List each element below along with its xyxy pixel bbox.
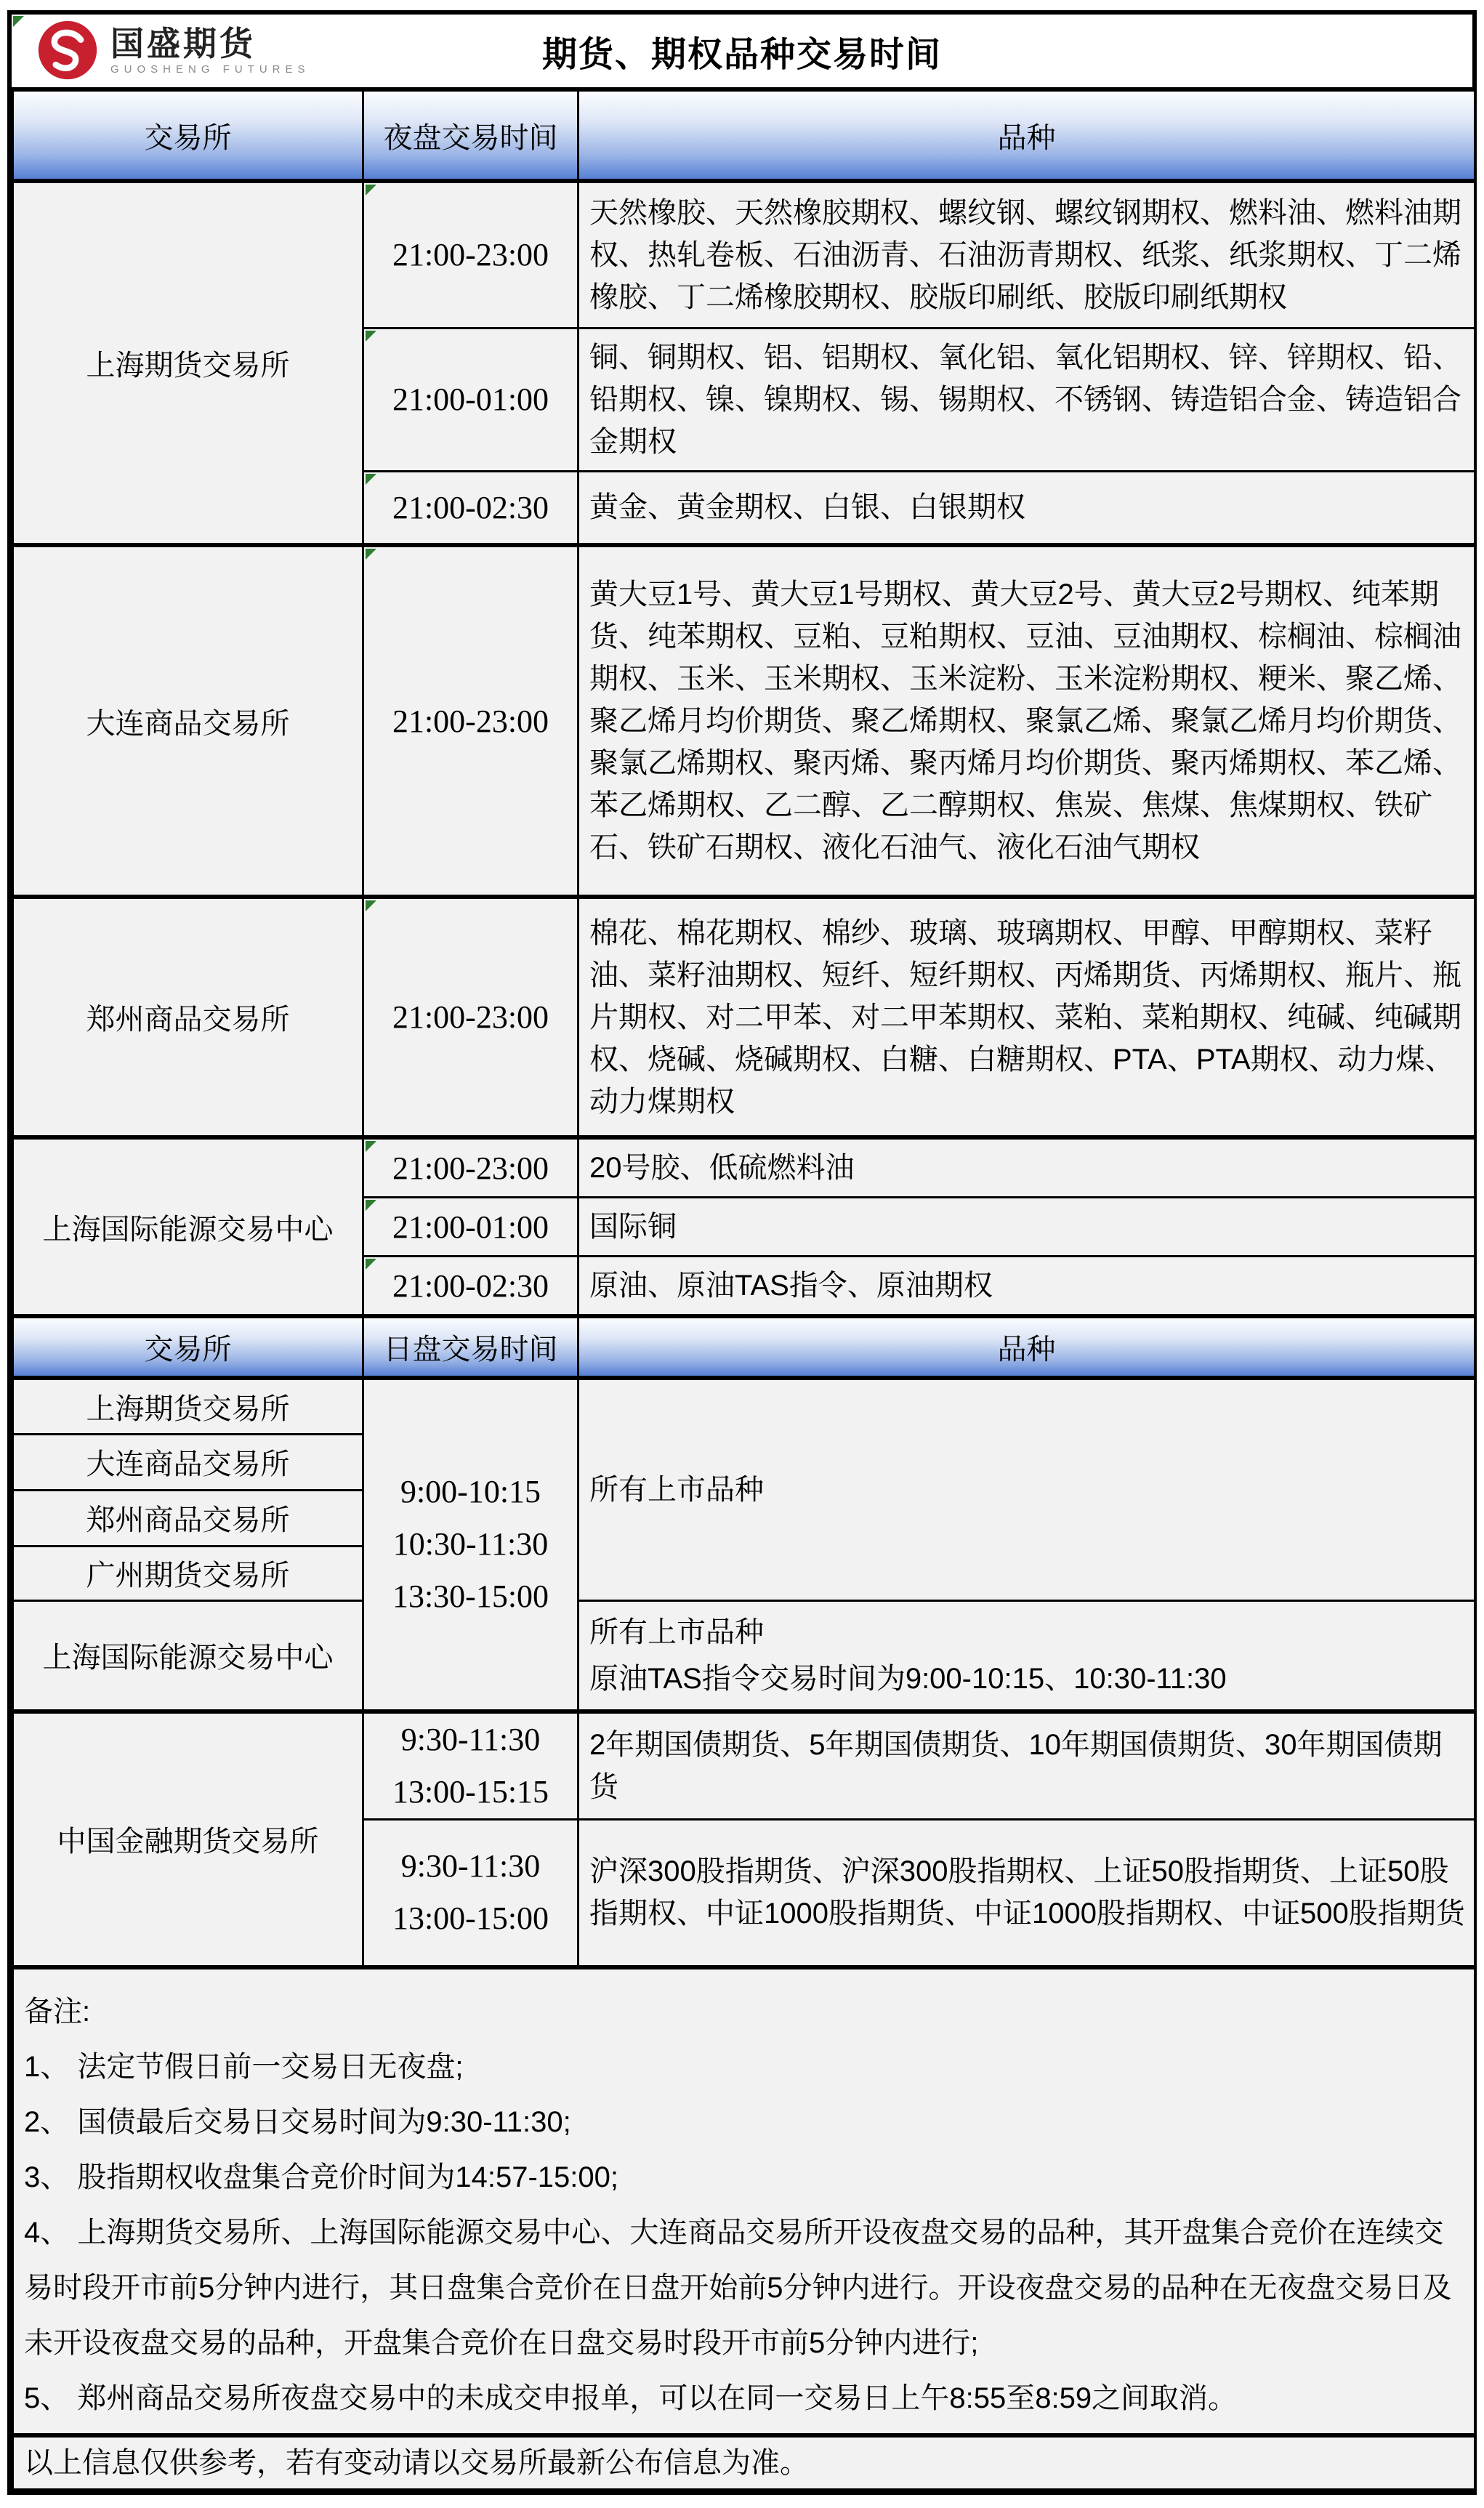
time-text: 13:00-15:15 xyxy=(392,1773,549,1810)
notes-label: 备注: xyxy=(24,1996,91,2028)
time-text: 21:00-01:00 xyxy=(392,382,549,417)
excel-corner-marker xyxy=(13,16,24,27)
night-row-ine-1 xyxy=(13,1137,1475,1198)
note-item-3: 3、 股指期权收盘集合竞价时间为14:57-15:00; xyxy=(24,2161,618,2193)
day-exchange-zce: 郑州商品交易所 xyxy=(13,1490,363,1546)
guosheng-logo-icon xyxy=(36,19,99,81)
brand-subtitle: GUOSHENG FUTURES xyxy=(110,63,310,76)
excel-marker-icon xyxy=(366,474,376,485)
time-text: 13:30-15:00 xyxy=(392,1578,549,1615)
exchange-name-cffex: 中国金融期货交易所 xyxy=(13,1711,363,1968)
night-row-dce xyxy=(13,545,1475,897)
note-item-5: 5、 郑州商品交易所夜盘交易中的未成交申报单，可以在同一交易日上午8:55至8:59之间取消。 xyxy=(24,2382,1238,2414)
time-text: 21:00-02:30 xyxy=(392,1267,549,1304)
night-products-shfe-2: 铜、铜期权、铝、铝期权、氧化铝、氧化铝期权、锌、锌期权、铅、铅期权、镍、镍期权、锡、锡期权、不锈钢、铸造铝合金、铸造铝合金期权 xyxy=(578,328,1475,471)
night-products-ine-2: 国际铜 xyxy=(578,1198,1475,1257)
night-products-shfe-1: 天然橡胶、天然橡胶期权、螺纹钢、螺纹钢期权、燃料油、燃料油期权、热轧卷板、石油沥青、石油沥青期权、纸浆、纸浆期权、丁二烯橡胶、丁二烯橡胶期权、胶版印刷纸、胶版印刷纸期权 xyxy=(578,181,1475,328)
time-text: 21:00-23:00 xyxy=(392,1150,549,1186)
night-row-shfe-1 xyxy=(13,181,1475,328)
night-time-ine-3 xyxy=(363,1257,578,1317)
night-header-exchange: 交易所 xyxy=(13,89,363,181)
day-exchange-dce: 大连商品交易所 xyxy=(13,1434,363,1490)
night-header-products: 品种 xyxy=(578,89,1475,181)
excel-marker-icon xyxy=(366,549,376,560)
day-exchange-gfex: 广州期货交易所 xyxy=(13,1546,363,1600)
trading-hours-sheet xyxy=(7,10,1477,2495)
excel-marker-icon xyxy=(366,1141,376,1152)
day-products-ine xyxy=(578,1600,1475,1711)
day-products-ine-line2: 原油TAS指令交易时间为9:00-10:15、10:30-11:30 xyxy=(589,1662,1227,1695)
day-row-ine xyxy=(13,1600,1475,1711)
time-text: 9:30-11:30 xyxy=(400,1848,541,1884)
night-header-row xyxy=(13,89,1475,181)
excel-marker-icon xyxy=(366,1200,376,1211)
day-header-products: 品种 xyxy=(578,1316,1475,1378)
brand-name: 国盛期货 xyxy=(110,24,256,63)
excel-marker-icon xyxy=(366,331,376,342)
brand-logo xyxy=(36,19,310,81)
night-products-shfe-3: 黄金、黄金期权、白银、白银期权 xyxy=(578,471,1475,545)
time-text: 9:30-11:30 xyxy=(400,1721,541,1757)
disclaimer-text: 以上信息仅供参考，若有变动请以交易所最新公布信息为准。 xyxy=(13,2435,1475,2490)
note-item-2: 2、 国债最后交易日交易时间为9:30-11:30; xyxy=(24,2106,571,2138)
day-products-all: 所有上市品种 xyxy=(578,1378,1475,1600)
night-header-time: 夜盘交易时间 xyxy=(363,89,578,181)
time-text: 21:00-01:00 xyxy=(392,1209,549,1245)
day-products-ine-line1: 所有上市品种 xyxy=(589,1616,764,1648)
night-time-shfe-1 xyxy=(363,181,578,328)
night-products-dce: 黄大豆1号、黄大豆1号期权、黄大豆2号、黄大豆2号期权、纯苯期货、纯苯期权、豆粕、豆粕期权、豆油、豆油期权、棕榈油、棕榈油期权、玉米、玉米期权、玉米淀粉、玉米淀粉期权、粳米、聚乙烯、聚乙烯月均价期货、聚乙烯期权、聚氯乙烯、聚氯乙烯月均价期货、聚氯乙烯期权、聚丙烯、聚丙烯月均价期货、聚丙烯期权、苯乙烯、苯乙烯期权、乙二醇、乙二醇期权、焦炭、焦煤、焦煤期权、铁矿石、铁矿石期权、液化石油气、液化石油气期权 xyxy=(578,545,1475,897)
cffex-products-2: 沪深300股指期货、沪深300股指期权、上证50股指期货、上证50股指期权、中证1000股指期货、中证1000股指期权、中证500股指期货 xyxy=(578,1819,1475,1967)
cffex-time-1 xyxy=(363,1711,578,1820)
title-band xyxy=(12,15,1472,87)
night-time-dce xyxy=(363,545,578,897)
time-text: 21:00-02:30 xyxy=(392,489,549,525)
night-products-ine-1: 20号胶、低硫燃料油 xyxy=(578,1137,1475,1198)
exchange-name-zce: 郑州商品交易所 xyxy=(13,897,363,1137)
night-products-ine-3: 原油、原油TAS指令、原油期权 xyxy=(578,1257,1475,1317)
time-text: 21:00-23:00 xyxy=(392,237,549,273)
day-exchange-shfe: 上海期货交易所 xyxy=(13,1378,363,1434)
brand-text-block xyxy=(110,25,310,76)
exchange-name-shfe: 上海期货交易所 xyxy=(13,181,363,545)
day-time-merged xyxy=(363,1378,578,1711)
excel-marker-icon xyxy=(366,185,376,195)
day-header-row xyxy=(13,1316,1475,1378)
exchange-name-dce: 大连商品交易所 xyxy=(13,545,363,897)
note-item-1: 1、 法定节假日前一交易日无夜盘; xyxy=(24,2051,464,2083)
night-time-ine-1 xyxy=(363,1137,578,1198)
trading-hours-table xyxy=(12,87,1476,2491)
time-text: 10:30-11:30 xyxy=(392,1526,549,1563)
time-text: 9:00-10:15 xyxy=(400,1474,541,1510)
time-text: 13:00-15:00 xyxy=(392,1900,549,1937)
night-time-zce xyxy=(363,897,578,1137)
cffex-products-1: 2年期国债期货、5年期国债期货、10年期国债期货、30年期国债期货 xyxy=(578,1711,1475,1820)
day-exchange-ine: 上海国际能源交易中心 xyxy=(13,1600,363,1711)
note-item-4: 4、 上海期货交易所、上海国际能源交易中心、大连商品交易所开设夜盘交易的品种，其开盘集合竞价在连续交易时段开市前5分钟内进行，其日盘集合竞价在日盘开始前5分钟内进行。开设夜盘交易的品种在无夜盘交易日及未开设夜盘交易的品种，开盘集合竞价在日盘交易时段开市前5分钟内进行; xyxy=(24,2217,1452,2359)
night-time-ine-2 xyxy=(363,1198,578,1257)
exchange-name-ine: 上海国际能源交易中心 xyxy=(13,1137,363,1316)
cffex-time-2 xyxy=(363,1819,578,1967)
notes-row xyxy=(13,1967,1475,2435)
excel-marker-icon xyxy=(366,900,376,911)
day-row-shfe xyxy=(13,1378,1475,1434)
footer-row xyxy=(13,2435,1475,2490)
notes-block xyxy=(13,1967,1475,2435)
day-header-exchange: 交易所 xyxy=(13,1316,363,1378)
time-text: 21:00-23:00 xyxy=(392,703,549,739)
night-row-zce xyxy=(13,897,1475,1137)
excel-marker-icon xyxy=(366,1259,376,1270)
day-header-time: 日盘交易时间 xyxy=(363,1316,578,1378)
time-text: 21:00-23:00 xyxy=(392,999,549,1035)
page-title: 期货、期权品种交易时间 xyxy=(541,35,942,74)
day-row-cffex-1 xyxy=(13,1711,1475,1820)
night-products-zce: 棉花、棉花期权、棉纱、玻璃、玻璃期权、甲醇、甲醇期权、菜籽油、菜籽油期权、短纤、短纤期权、丙烯期货、丙烯期权、瓶片、瓶片期权、对二甲苯、对二甲苯期权、菜粕、菜粕期权、纯碱、纯碱期权、烧碱、烧碱期权、白糖、白糖期权、PTA、PTA期权、动力煤、动力煤期权 xyxy=(578,897,1475,1137)
night-time-shfe-3 xyxy=(363,471,578,545)
night-time-shfe-2 xyxy=(363,328,578,471)
